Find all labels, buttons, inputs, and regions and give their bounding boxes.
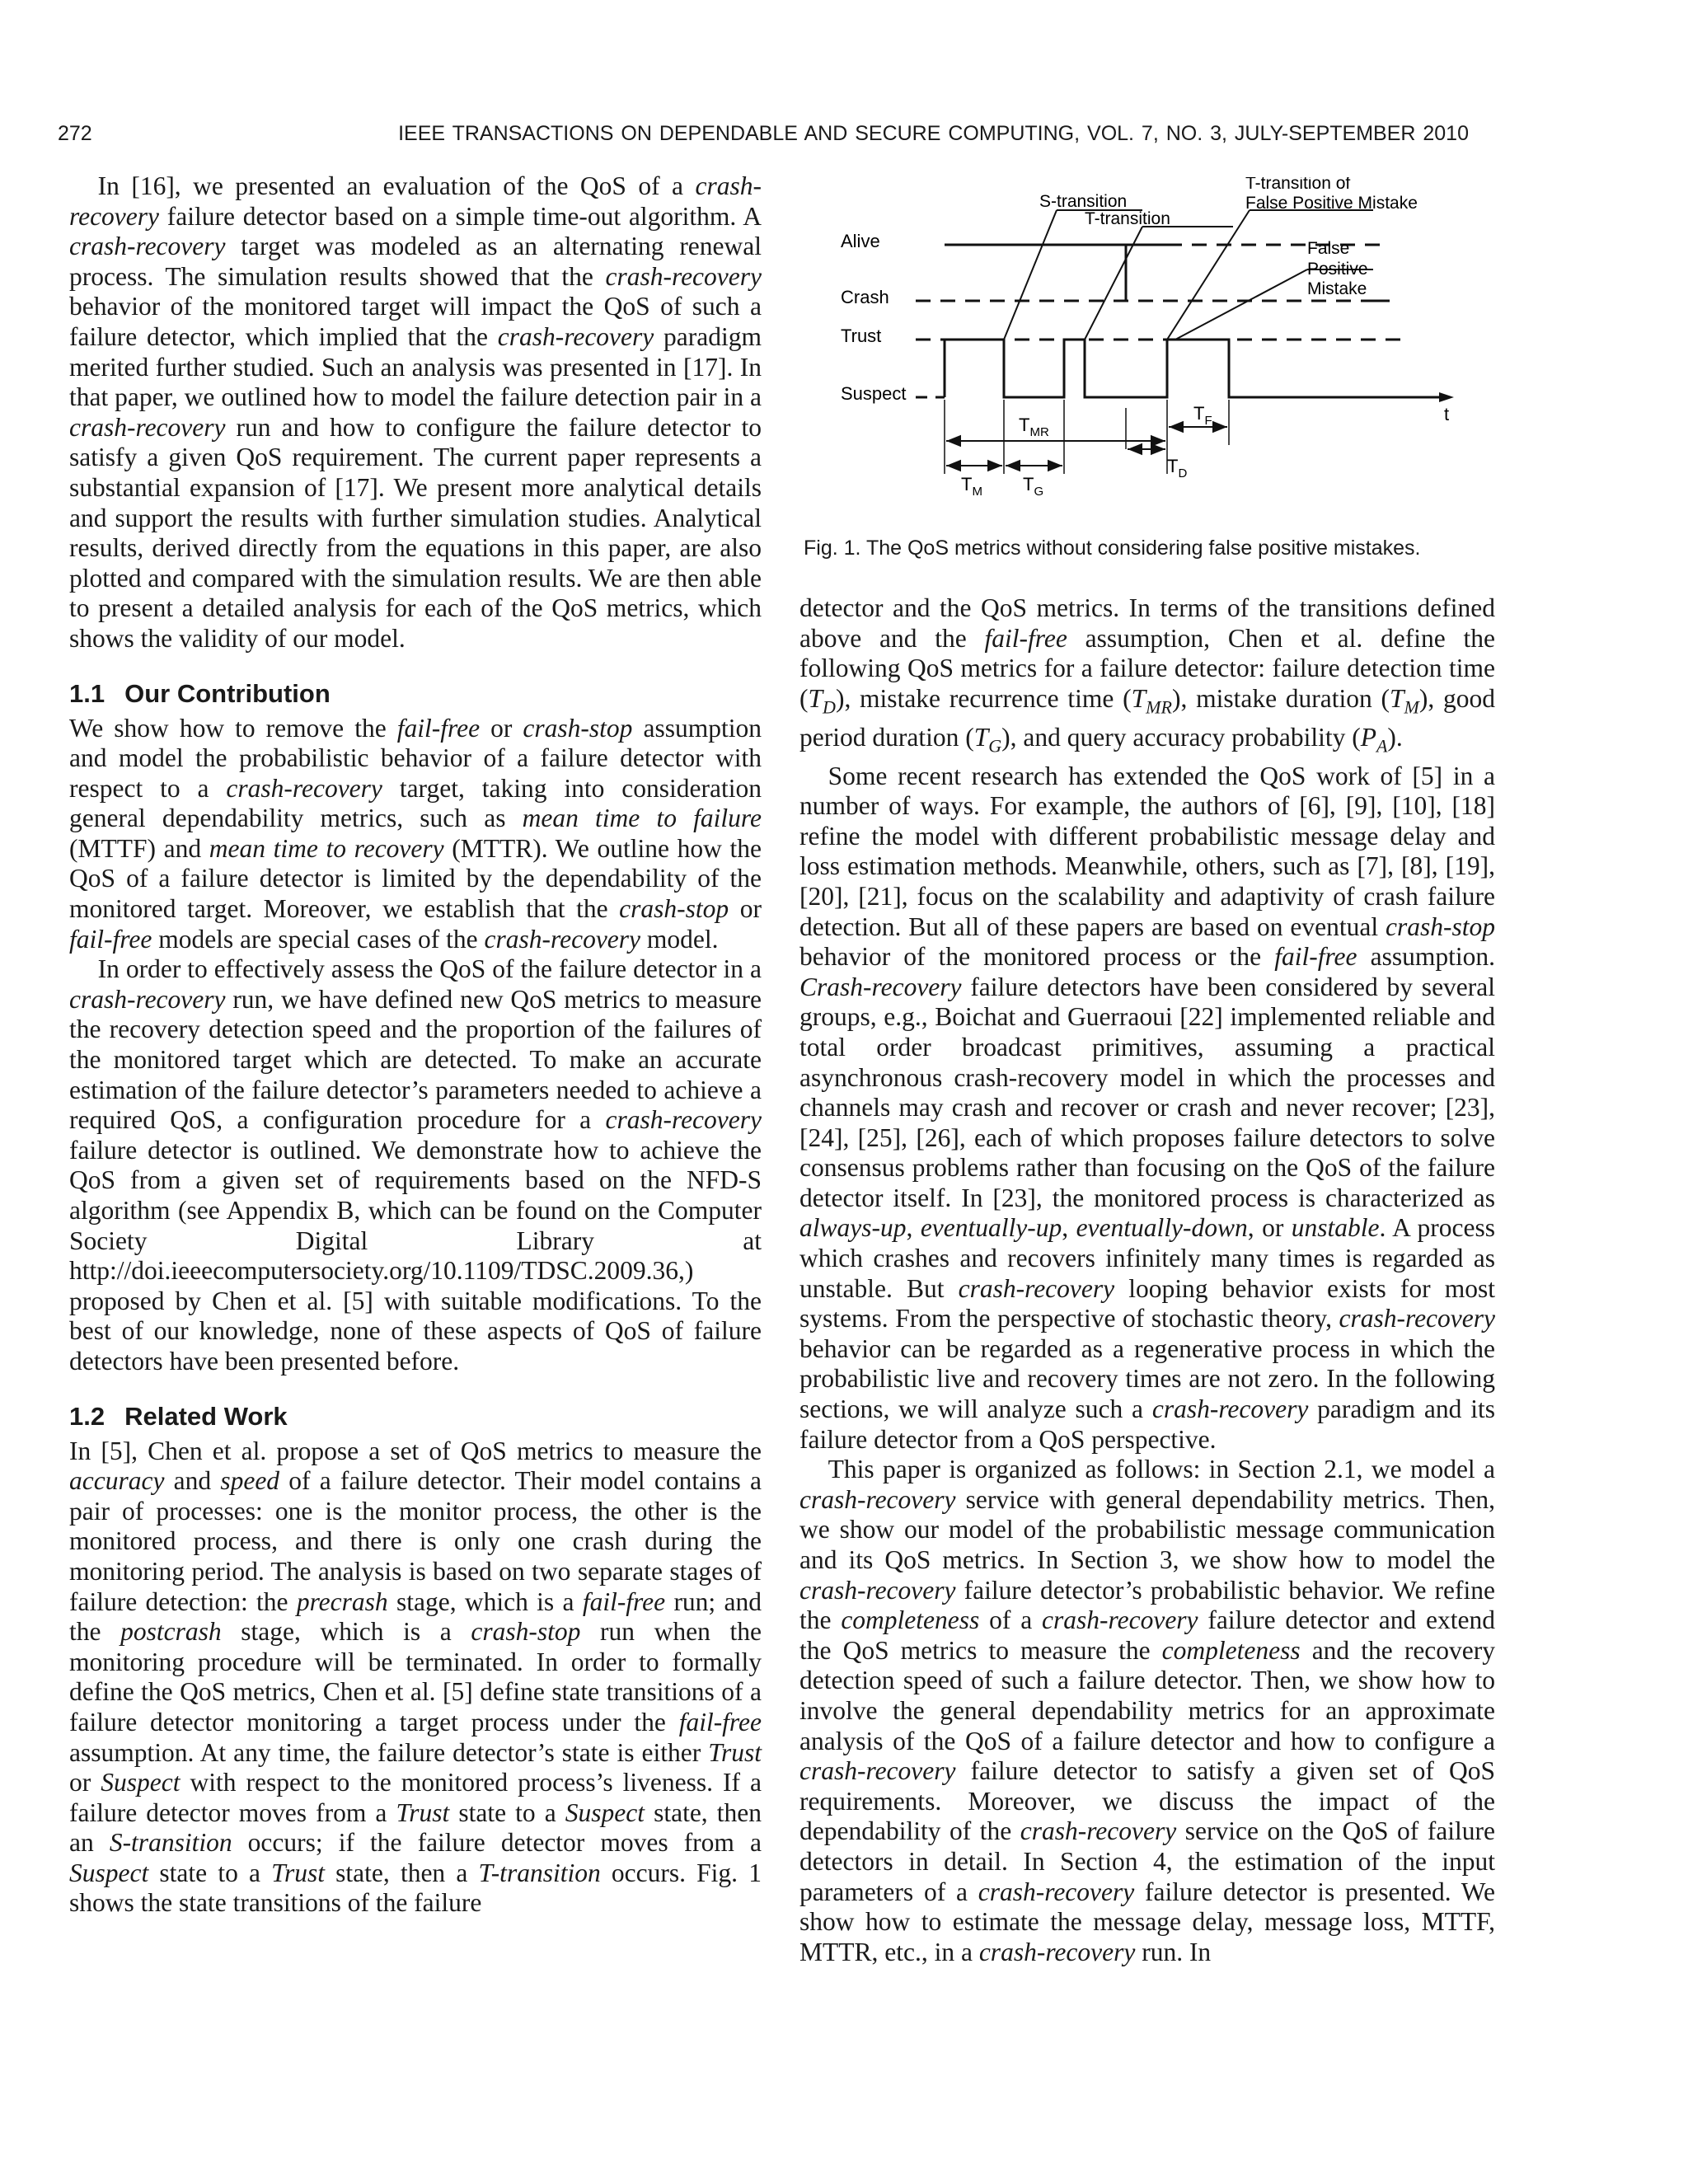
tmr-main: T [1019,415,1030,435]
italic-run: mean time to failure [522,804,762,833]
tmr-subscript: MR [1029,425,1049,439]
italic-run: completeness [841,1605,980,1635]
italic-run: crash-recovery [497,321,654,351]
italic-run: completeness [1161,1635,1301,1665]
italic-run: T [1389,683,1404,713]
tg-main: T [1023,474,1034,494]
subscript-run: G [988,734,1002,756]
related-work-paragraph: In [5], Chen et al. propose a set of QoS metrics to measure the accuracy and speed of a failure detector. Their model contains a pair of processes: one is the monitor process, the other is the monitored process, and there is only one crash during the monitoring period. The analysis is based on two separate stages of failure detection: the precrash stage, which is a fail-free run; and the postcrash stage, which is a crash-stop run when the monitoring procedure will be terminated. In order to formally define the QoS metrics, Chen et al. [5] define state transitions of a failure detector monitoring a target process under the fail-free assumption. At any time, the failure detector’s state is either Trust or Suspect with respect to the monitored process’s liveness. If a failure detector moves from a Trust state to a Suspect state, then an S-transition occurs; if the failure detector moves from a Suspect state to a Trust state, then a T-transition occurs. Fig. 1 shows the state transitions of the failure [69,1436,762,1918]
italic-run: crash-stop [523,713,633,743]
section-heading-contribution [69,679,762,709]
left-column [69,171,762,1919]
italic-run: crash-recovery [605,261,762,291]
italic-run: speed [220,1466,280,1496]
metrics-paragraph: detector and the QoS metrics. In terms of the transitions defined above and the fail-free assumption, Chen et al. define the following QoS metrics for a failure detector: failure detection time $(T_D)$, mistake recurrence time $(T_{MR})$, mistake duration $(T_M)$, good period duration $(T_G)$, and query accuracy probability $(P_A)$. [799,593,1495,756]
tg-label [1023,474,1043,499]
section-title: Our Contribution [124,678,331,708]
italic-run: crash-recovery [978,1877,1135,1906]
contribution-paragraph-2: In order to effectively assess the QoS of the failure detector in a crash-recovery run, we have defined new QoS metrics to measure the recovery detection speed and the proportion of the failures of the monitored target which are detected. To make an accurate estimation of the failure detector’s parameters needed to achieve a required QoS, a configuration procedure for a crash-recovery failure detector is outlined. We demonstrate how to achieve the QoS from a given set of requirements based on the NFD-S algorithm (see Appendix B, which can be found on the Computer Society Digital Library at http://doi.ieeecomputersociety.org/10.1109/TDSC.2009.36,) proposed by Chen et al. [5] with suitable modifications. To the best of our knowledge, none of these aspects of QoS of failure detectors have been presented before. [69,954,762,1376]
italic-run: eventually-up [920,1213,1062,1243]
italic-run: crash-recovery [69,412,226,442]
italic-run: crash-recovery [484,924,641,954]
italic-run: T [1131,683,1146,713]
measurement-guides [945,400,1229,474]
alive-label: Alive [841,231,880,251]
td-main: T [1167,456,1179,476]
italic-run: crash-recovery [1020,1816,1177,1846]
italic-run: crash-recovery [1042,1605,1198,1635]
s-transition-label: S-transition [1039,192,1128,211]
italic-run: T [973,722,989,752]
italic-run: T [808,683,823,713]
td-label [1167,456,1187,480]
page-number: 272 [58,122,92,145]
intro-paragraph: In [16], we presented an evaluation of the QoS of a crash-recovery failure detector based on a simple time-out algorithm. A crash-recovery target was modeled as an alternating renewal process. The simulation results showed that the crash-recovery behavior of the monitored target will impact the QoS of such a failure detector, which implied that the crash-recovery paradigm merited further studied. Such an analysis was presented in [17]. In that paper, we outlined how to model the failure detection pair in a crash-recovery run and how to configure the failure detector to satisfy a given QoS requirement. The current paper represents a substantial expansion of [17]. We present more analytical details and support the results with further simulation studies. Analytical results, derived directly from the equations in this paper, are also plotted and compared with the simulation results. We are then able to present a detailed analysis for each of the QoS metrics, which shows the validity of our model. [69,171,762,653]
italic-run: Trust [271,1858,325,1887]
crash-label: Crash [841,287,889,307]
italic-run: precrash [296,1586,388,1616]
fp-transition-pointer [1167,210,1250,340]
recent-research-paragraph: Some recent research has extended the QoS work of [5] in a number of ways. For example, the authors of [6], [9], [10], [18] refine the model with different probabilistic message delay and loss estimation methods. Meanwhile, others, such as [7], [8], [19], [20], [21], focus on the scalability and adaptivity of crash failure detection. But all of these papers are based on eventual crash-stop behavior of the monitored process or the fail-free assumption. Crash-recovery failure detectors have been considered by several groups, e.g., Boichat and Guerraoui [22] implemented reliable and total order broadcast primitives, assuming a practical asynchronous crash-recovery model in which the processes and channels may crash and recover or crash and never recover; [23], [24], [25], [26], each of which proposes failure detectors to solve consensus problems rather than focusing on the QoS of the failure detector itself. In [23], the monitored process is characterized as always-up, eventually-up, eventually-down, or unstable. A process which crashes and recovers infinitely many times is regarded as unstable. But crash-recovery looping behavior exists for most systems. From the perspective of stochastic theory, crash-recovery behavior can be regarded as a regenerative process in which the probabilistic live and recovery times are not zero. In the following sections, we will analyze such a crash-recovery paradigm and its failure detector from a QoS perspective. [799,761,1496,1454]
italic-run: crash-recovery [978,1937,1136,1966]
subscript-run: A [1376,734,1388,756]
tf-subscript: F [1204,414,1212,428]
section-number: 1.1 [69,678,106,708]
right-column [799,593,1495,1967]
italic-run: crash-recovery [799,1484,956,1514]
tm-label [961,474,982,499]
fpm-label-2: Positive [1307,260,1368,279]
section-heading-related-work [69,1402,762,1432]
t-transition-fp-label-1: T-transition of [1245,177,1351,193]
figure-caption: Fig. 1. The QoS metrics without considering false positive mistakes. [804,537,1421,560]
italic-run: crash-stop [619,894,729,924]
italic-run: S-transition [109,1828,232,1858]
subscript-run: D [823,696,836,718]
tf-label [1193,403,1212,428]
fpm-label-1: False [1307,239,1350,258]
italic-run: crash-recovery [1339,1304,1495,1333]
italic-run: postcrash [120,1617,222,1647]
contribution-paragraph-1: We show how to remove the fail-free or crash-stop assumption and model the probabilistic behavior of a failure detector with respect to a crash-recovery target, taking into consideration general dependability metrics, such as mean time to failure (MTTF) and mean time to recovery (MTTR). We outline how the QoS of a failure detector is limited by the dependability of the monitored target. Moreover, we establish that the crash-stop or fail-free models are special cases of the crash-recovery model. [69,713,762,954]
italic-run: always-up [799,1213,907,1243]
running-header: IEEE TRANSACTIONS ON DEPENDABLE AND SECURE COMPUTING, VOL. 7, NO. 3, JULY-SEPTEMBER 2010 [398,122,1469,145]
tm-subscript: M [972,485,982,499]
italic-run: mean time to recovery [209,833,444,863]
subscript-run: MR [1146,696,1172,718]
subscript-run: M [1404,696,1419,718]
detector-state-waveform [945,340,1406,397]
italic-run: fail-free [396,713,481,743]
tmr-label [1019,415,1049,439]
italic-run: Trust [708,1737,762,1767]
italic-run: crash-recovery [226,773,382,803]
italic-run: crash-recovery [69,232,226,261]
italic-run: crash-recovery [1151,1394,1309,1424]
italic-run: Suspect [101,1768,181,1797]
t-transition-label: T-transition [1085,209,1170,228]
italic-run: crash-recovery [69,984,226,1014]
italic-run: crash-recovery [958,1273,1115,1303]
td-subscript: D [1178,466,1188,480]
section-number: 1.2 [69,1401,106,1431]
italic-run: crash-recovery [799,1756,956,1786]
italic-run: unstable [1291,1213,1380,1243]
s-transition-pointer [1004,210,1057,340]
italic-run: fail-free [984,623,1067,653]
italic-run: Suspect [565,1797,645,1827]
italic-run: crash-recovery [799,1575,956,1605]
italic-run: fail-free [69,924,152,954]
section-title: Related Work [124,1401,288,1431]
fpm-pointer [1175,269,1307,340]
italic-run: crash-recovery [605,1105,762,1135]
italic-run: crash-recovery [69,171,762,231]
italic-run: fail-free [678,1707,762,1736]
time-axis-label: t [1444,404,1450,424]
tg-subscript: G [1034,485,1044,499]
italic-run: fail-free [1274,942,1357,972]
italic-run: Crash-recovery [799,972,962,1001]
organization-paragraph: This paper is organized as follows: in Section 2.1, we model a crash-recovery service with general dependability metrics. Then, we show our model of the probabilistic message communication and its QoS metrics. In Section 3, we show how to model the crash-recovery failure detector’s probabilistic behavior. We refine the completeness of a crash-recovery failure detector and extend the QoS metrics to measure the completeness and the recovery detection speed of such a failure detector. Then, we show how to involve the general dependability metrics for an approximate analysis of the QoS of a failure detector and how to configure a crash-recovery failure detector to satisfy a given set of QoS requirements. Moreover, we discuss the impact of the dependability of the crash-recovery service on the QoS of failure detectors in detail. In Section 4, the estimation of the input parameters of a crash-recovery failure detector is presented. We show how to estimate the message delay, message loss, MTTF, MTTR, etc., in a crash-recovery run. In [799,1455,1495,1966]
italic-run: accuracy [69,1466,165,1496]
italic-run: crash-stop [471,1617,581,1647]
trust-label: Trust [841,326,882,346]
italic-run: fail-free [582,1586,666,1616]
italic-run: Suspect [69,1858,149,1887]
tm-main: T [961,474,973,494]
italic-run: eventually-down [1076,1213,1248,1243]
italic-run: P [1360,722,1376,752]
italic-run: Trust [396,1797,450,1827]
italic-run: crash-stop [1386,912,1495,941]
t-transition-fp-label-2: False Positive Mistake [1245,194,1418,213]
fpm-label-3: Mistake [1307,279,1367,298]
figure-1-state-transitions [813,177,1472,515]
tf-main: T [1193,403,1205,424]
italic-run: T-transition [478,1858,601,1887]
time-axis-arrowhead [1439,392,1454,402]
suspect-label: Suspect [841,383,907,404]
